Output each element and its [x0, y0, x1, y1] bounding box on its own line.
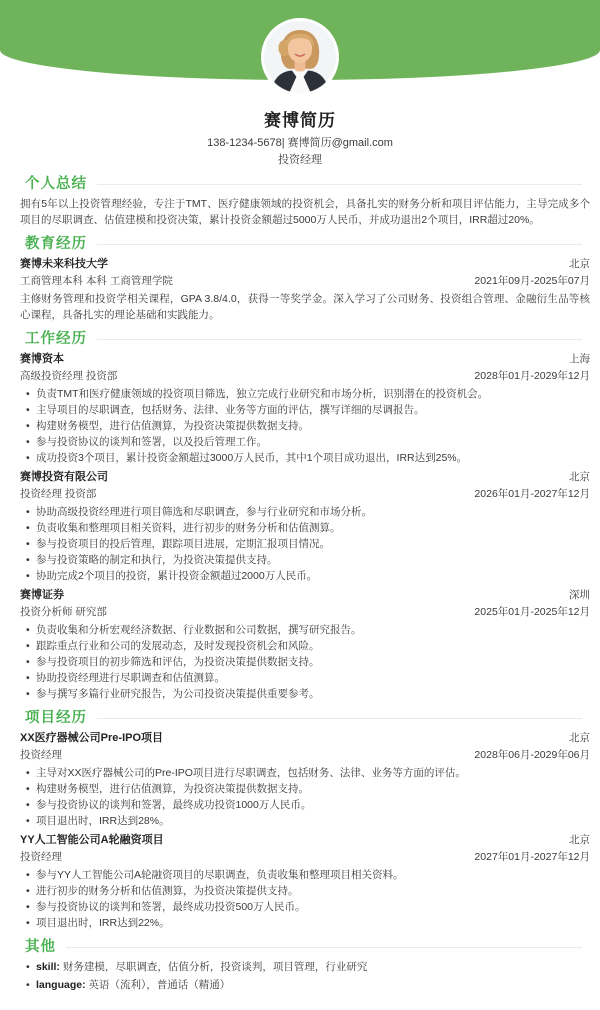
section-body: [20, 256, 590, 323]
resume-section: [20, 236, 590, 323]
bullet-item: • 负责TMT和医疗健康领域的投资项目筛选，独立完成行业研究和市场分析，识别潜在的投资机会。: [20, 386, 590, 402]
bullet-item: • 参与投资协议的谈判和签署，最终成功投资500万人民币。: [20, 899, 590, 915]
experience-entry: [20, 587, 590, 702]
avatar-ring: [261, 18, 339, 96]
entry-dates: 2021年09月-2025年07月: [474, 275, 590, 287]
bullet-item: • 主导对XX医疗器械公司的Pre-IPO项目进行尽职调查，包括财务、法律、业务等方面的评估。: [20, 765, 590, 781]
resume-section: [20, 710, 590, 931]
entry-sub-row: [20, 747, 590, 764]
contact-line: 138-1234-5678| 赛博简历@gmail.com: [207, 137, 393, 149]
bullet-item: • 参与YY人工智能公司A轮融资项目的尽职调查，负责收集和整理项目相关资料。: [20, 867, 590, 883]
bullet-item: • 主导项目的尽职调查，包括财务、法律、业务等方面的评估，撰写详细的尽调报告。: [20, 402, 590, 418]
entry-bullets: [20, 504, 590, 584]
entry-name: 赛博投资有限公司: [20, 471, 108, 483]
section-divider: [97, 339, 582, 340]
bullet-item: • 参与投资协议的谈判和签署，最终成功投资1000万人民币。: [20, 797, 590, 813]
section-header: [20, 710, 590, 727]
entry-position: 投资经理: [20, 749, 62, 761]
other-item: [20, 959, 590, 977]
section-title: 个人总结: [25, 176, 87, 192]
experience-entry: [20, 730, 590, 829]
section-title: 项目经历: [25, 710, 87, 726]
bullet-item: • 项目退出时，IRR达到28%。: [20, 813, 590, 829]
bullet-item: • 构建财务模型，进行估值测算，为投资决策提供数据支持。: [20, 418, 590, 434]
bullet-item: • 成功投资3个项目，累计投资金额超过3000万人民币，其中1个项目成功退出，IRR达到25%。: [20, 450, 590, 466]
section-divider: [97, 244, 582, 245]
entry-bullets: [20, 765, 590, 829]
section-header: [20, 176, 590, 193]
entry-location: 北京: [569, 258, 590, 270]
section-body: [20, 196, 590, 228]
section-header: [20, 331, 590, 348]
section-divider: [97, 184, 582, 185]
entry-bullets: [20, 867, 590, 931]
resume-section: [20, 939, 590, 994]
section-header: [20, 236, 590, 253]
entry-position: 工商管理本科 本科 工商管理学院: [20, 275, 173, 287]
entry-sub-row: [20, 368, 590, 385]
entry-bullets: [20, 386, 590, 466]
entry-title-row: [20, 587, 590, 604]
section-title: 教育经历: [25, 236, 87, 252]
entry-position: 投资分析师 研究部: [20, 606, 107, 618]
section-title: 工作经历: [25, 331, 87, 347]
other-item-label: skill:: [36, 961, 63, 973]
entry-dates: 2027年01月-2027年12月: [474, 851, 590, 863]
section-body: [20, 959, 590, 994]
avatar: [264, 21, 336, 93]
entry-location: 北京: [569, 834, 590, 846]
resume-content: [0, 176, 600, 1010]
bullet-item: • 协助投资经理进行尽职调查和估值测算。: [20, 670, 590, 686]
entry-dates: 2028年01月-2029年12月: [474, 370, 590, 382]
bullet-item: • 参与撰写多篇行业研究报告，为公司投资决策提供重要参考。: [20, 686, 590, 702]
entry-name: YY人工智能公司A轮融资项目: [20, 834, 164, 846]
identity-block: [0, 108, 600, 168]
bullet-item: • 构建财务模型，进行估值测算，为投资决策提供数据支持。: [20, 781, 590, 797]
candidate-name: 赛博简历: [264, 111, 336, 130]
bullet-item: • 参与投资项目的初步筛选和评估，为投资决策提供数据支持。: [20, 654, 590, 670]
entry-title-row: [20, 351, 590, 368]
bullet-item: • 负责收集和整理项目相关资料，进行初步的财务分析和估值测算。: [20, 520, 590, 536]
entry-location: 深圳: [569, 589, 590, 601]
bullet-item: • 项目退出时，IRR达到22%。: [20, 915, 590, 931]
resume-section: [20, 176, 590, 228]
other-item-label: language:: [36, 978, 89, 991]
candidate-title: 投资经理: [278, 154, 322, 166]
entry-name: 赛博未来科技大学: [20, 258, 108, 270]
entry-sub-row: [20, 604, 590, 621]
entry-title-row: [20, 832, 590, 849]
bullet-item: • 协助完成2个项目的投资，累计投资金额超过2000万人民币。: [20, 568, 590, 584]
other-item-text: 英语（流利），普通话（精通）: [88, 978, 231, 991]
section-divider: [97, 718, 582, 719]
resume-section: [20, 331, 590, 702]
section-body: [20, 730, 590, 931]
entry-position: 高级投资经理 投资部: [20, 370, 118, 382]
bullet-item: • 跟踪重点行业和公司的发展动态，及时发现投资机会和风险。: [20, 638, 590, 654]
header-banner: [0, 0, 600, 80]
entry-location: 北京: [569, 471, 590, 483]
entry-dates: 2025年01月-2025年12月: [474, 606, 590, 618]
entry-position: 投资经理 投资部: [20, 488, 97, 500]
section-title: 其他: [25, 939, 56, 955]
entry-dates: 2028年06月-2029年06月: [474, 749, 590, 761]
entry-location: 北京: [569, 732, 590, 744]
entry-description: 主修财务管理和投资学相关课程，GPA 3.8/4.0，获得一等奖学金。深入学习了公司财务、投资组合管理、金融衍生品等核心课程，具备扎实的理论基础和实践能力。: [20, 293, 590, 321]
section-paragraph: 拥有5年以上投资管理经验，专注于TMT、医疗健康领域的投资机会，具备扎实的财务分析和项目评估能力，主导完成多个项目的尽职调查、估值建模和投资决策，累计投资金额超过5000万人民币，并成功退出2个项目，IRR超过20%。: [20, 198, 590, 226]
entry-name: 赛博资本: [20, 353, 64, 365]
other-item: [20, 977, 590, 995]
entry-position: 投资经理: [20, 851, 62, 863]
avatar-illustration: [264, 21, 336, 93]
entry-bullets: [20, 622, 590, 702]
other-list: [20, 959, 590, 994]
section-header: [20, 939, 590, 956]
bullet-item: • 负责收集和分析宏观经济数据、行业数据和公司数据，撰写研究报告。: [20, 622, 590, 638]
entry-title-row: [20, 469, 590, 486]
bullet-item: • 参与投资项目的投后管理，跟踪项目进展，定期汇报项目情况。: [20, 536, 590, 552]
entry-dates: 2026年01月-2027年12月: [474, 488, 590, 500]
bullet-item: • 协助高级投资经理进行项目筛选和尽职调查，参与行业研究和市场分析。: [20, 504, 590, 520]
entry-name: XX医疗器械公司Pre-IPO项目: [20, 732, 164, 744]
entry-sub-row: [20, 486, 590, 503]
section-body: [20, 351, 590, 702]
entry-sub-row: [20, 849, 590, 866]
experience-entry: [20, 832, 590, 931]
experience-entry: [20, 256, 590, 323]
entry-name: 赛博证券: [20, 589, 64, 601]
bullet-item: • 参与投资策略的制定和执行，为投资决策提供支持。: [20, 552, 590, 568]
bullet-item: • 参与投资协议的谈判和签署，以及投后管理工作。: [20, 434, 590, 450]
other-item-text: 财务建模，尽职调查，估值分析，投资谈判，项目管理，行业研究: [62, 961, 368, 973]
bullet-item: • 进行初步的财务分析和估值测算，为投资决策提供支持。: [20, 883, 590, 899]
entry-location: 上海: [569, 353, 590, 365]
entry-title-row: [20, 256, 590, 273]
experience-entry: [20, 469, 590, 584]
entry-sub-row: [20, 273, 590, 290]
entry-title-row: [20, 730, 590, 747]
experience-entry: [20, 351, 590, 466]
section-divider: [66, 947, 582, 948]
